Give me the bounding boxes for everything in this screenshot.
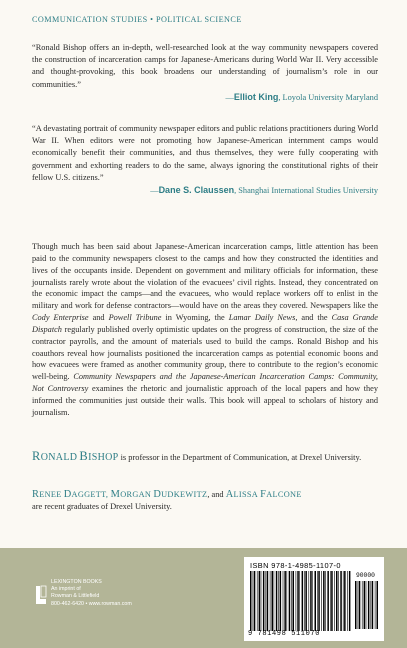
barcode-bar <box>372 581 374 629</box>
price-barcode <box>355 581 379 629</box>
endorsement-quote-2 <box>32 123 378 197</box>
barcode-bar <box>299 571 300 631</box>
barcode-bar <box>261 571 262 631</box>
publisher-parent: Rowman & Littlefield <box>51 593 100 600</box>
book-description: Though much has been said about Japanese-American incarceration camps, little attention has been paid to the community newspapers closest to the camps and how they constructed the identities and lives of the occupants inside. Dependent on government and military officials for information, these journalists rarely wrote about the violation of the evacuees’ civil rights. Instead, they concentrated on the economic impact the camps—and the evacuees, who would replace workers off to enlist in the military and work for defense contractors—would have on the areas they covered. Newspapers like the Cody Enterprise and Powell Tribune in Wyoming, the Lamar Daily News, and the Casa Grande Dispatch regularly published overly optimistic updates on the progress of construction, the size of the contractor payrolls, and the amount of materials used to build the camps. Ronald Bishop and his coauthors reveal how journalists positioned the incarceration camps as potential economic boons and how evacuees were framed as another community group, there to contribute to the region’s economic well-being. Community Newspapers and the Japanese-American Incarceration Camps: Community, Not Controversy examines the rhetoric and journalistic approach of the local papers and how they informed the communities just outside their walls. This book will appeal to scholars of history and journalism. <box>32 242 378 417</box>
barcode-bar <box>355 581 357 629</box>
barcode-bar <box>291 571 292 631</box>
author-bio <box>32 451 378 464</box>
isbn-label: ISBN 978-1-4985-1107-0 <box>250 561 341 570</box>
barcode-bar <box>304 571 305 631</box>
barcode-bar <box>340 571 342 631</box>
newspaper-title: Cody Enterprise <box>32 313 89 323</box>
barcode-bar <box>257 571 258 631</box>
barcode-bar <box>325 571 326 631</box>
barcode-bar <box>364 581 366 629</box>
barcode-bar <box>377 581 379 629</box>
quote-attribution: —Elliot King, Loyola University Maryland <box>225 91 378 102</box>
barcode-bar <box>287 571 288 631</box>
barcode-bar <box>302 571 304 631</box>
ean-barcode <box>250 571 352 631</box>
newspaper-title: Lamar Daily News <box>228 313 296 323</box>
lexington-logo-icon <box>35 585 47 605</box>
barcode-bar <box>344 571 346 631</box>
barcode-bar <box>315 571 317 631</box>
barcode-bar <box>331 571 333 631</box>
barcode-bar <box>293 571 295 631</box>
quote-text: “A devastating portrait of community newspaper editors and public relations practitioners during World War II. When editors were not promoting how Japanese-American internment camps would economically benefit their communities, and thus themselves, they were fully cooperating with government and exhorting readers to do the same, always ignoring the constitutional rights of their fellow U.S. citizens.” <box>32 124 378 182</box>
barcode-bar <box>347 571 348 631</box>
author-name: RONALD BISHOP <box>32 449 119 463</box>
barcode-bar <box>283 571 284 631</box>
barcode-bar <box>312 571 313 631</box>
barcode-bar <box>254 571 256 631</box>
coauthors-bio <box>32 489 378 512</box>
barcode-bar <box>371 581 372 629</box>
publisher-contact: 800-462-6420 • www.rowman.com <box>51 600 132 607</box>
barcode-bar <box>272 571 274 631</box>
price-code: 90000 <box>356 572 375 579</box>
barcode-bar <box>276 571 278 631</box>
coauthor-names: RENEE DAGGETT, MORGAN DUDKEWITZ, and ALISSA FALCONE <box>32 489 302 500</box>
quote-author: Dane S. Claussen <box>158 185 235 196</box>
barcode-bar <box>338 571 339 631</box>
publisher-name: LEXINGTON BOOKS <box>51 579 102 585</box>
barcode-bar <box>323 571 325 631</box>
barcode-digits: 9 781498 511070 <box>248 630 321 638</box>
category-header: COMMUNICATION STUDIES • POLITICAL SCIENCE <box>32 15 242 24</box>
barcode-bar <box>321 571 322 631</box>
barcode-bar <box>343 571 344 631</box>
barcode-bar <box>330 571 331 631</box>
barcode-bar <box>317 571 318 631</box>
publisher-imprint-line: An imprint of <box>51 586 81 593</box>
barcode-bar <box>278 571 279 631</box>
barcode-bar <box>280 571 282 631</box>
barcode-bar <box>305 571 307 631</box>
quote-attribution: —Dane S. Claussen, Shanghai International Studies University <box>150 185 378 196</box>
quote-author: Elliot King <box>233 91 279 102</box>
barcode-bar <box>253 571 254 631</box>
barcode-bar <box>284 571 286 631</box>
barcode-bar <box>309 571 310 631</box>
quote-affiliation: Shanghai International Studies University <box>238 186 378 196</box>
barcode-bar <box>334 571 335 631</box>
barcode-bar <box>267 571 269 631</box>
coauthors-bio-text: are recent graduates of Drexel University. <box>32 501 172 511</box>
barcode-bar <box>362 581 363 629</box>
publisher-block <box>31 579 160 609</box>
quote-text: “Ronald Bishop offers an in-depth, well-researched look at the way community newspapers covered the construction of incarceration camps for Japanese-Americans during World War II. Very accessible and thought-provoking, this book broadens our understanding of journalism’s role in our communities.” <box>32 43 378 89</box>
barcode-bar <box>289 571 291 631</box>
barcode-bar <box>270 571 271 631</box>
newspaper-title: Casa Grande Dispatch <box>32 313 378 334</box>
barcode-bar <box>318 571 320 631</box>
barcode-box <box>244 557 384 641</box>
barcode-bar <box>336 571 338 631</box>
barcode-bar <box>259 571 261 631</box>
newspaper-title: Powell Tribune <box>108 313 162 323</box>
barcode-bar <box>274 571 275 631</box>
barcode-bar <box>368 581 370 629</box>
barcode-bar <box>296 571 297 631</box>
barcode-bar <box>375 581 376 629</box>
barcode-bar <box>366 581 367 629</box>
barcode-bar <box>349 571 351 631</box>
author-bio-text: is professor in the Department of Communication, at Drexel University. <box>118 453 362 462</box>
endorsement-quote-1 <box>32 42 378 104</box>
barcode-bar <box>250 571 252 631</box>
quote-affiliation: Loyola University Maryland <box>282 92 378 102</box>
barcode-bar <box>310 571 312 631</box>
barcode-bar <box>266 571 267 631</box>
book-title: Community Newspapers and the Japanese-American Incarceration Camps: Community, Not Controversy <box>32 372 378 394</box>
barcode-bar <box>358 581 359 629</box>
barcode-bar <box>359 581 361 629</box>
barcode-bar <box>263 571 265 631</box>
barcode-bar <box>327 571 329 631</box>
barcode-bar <box>297 571 299 631</box>
